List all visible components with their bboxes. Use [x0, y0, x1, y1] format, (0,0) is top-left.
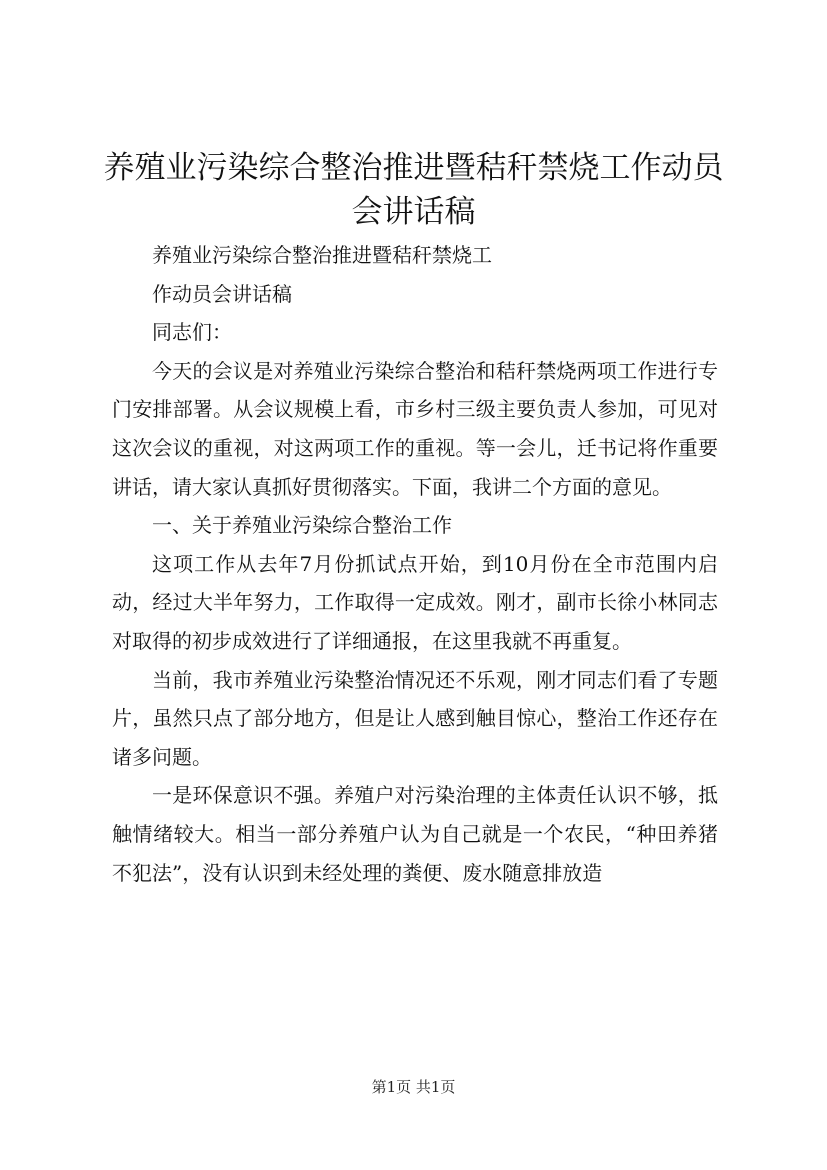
paragraph: 同志们： — [152, 320, 232, 345]
title-line-2: 会讲话稿 — [351, 194, 476, 230]
page-footer: 第1页 共1页 — [371, 1078, 456, 1096]
document-body — [112, 236, 718, 892]
paragraph: 当前，我市养殖业污染整治情况还不乐观，刚才同志们看了专题片，虽然只点了部分地方，但是让人感到触目惊心，整治工作还存在诸多问题。 — [112, 667, 718, 769]
paragraph: 一是环保意识不强。养殖户对污染治理的主体责任认识不够，抵触情绪较大。相当一部分养殖户认为自己就是一个农民，“种田养猪不犯法”，没有认识到未经处理的粪便、废水随意排放造 — [112, 783, 718, 885]
section-heading: 一、关于养殖业污染综合整治工作 — [152, 513, 452, 538]
paragraph: 作动员会讲话稿 — [152, 281, 292, 306]
paragraph: 这项工作从去年7月份抓试点开始，到10月份在全市范围内启动，经过大半年努力，工作取得一定成效。刚才，副市长徐小林同志对取得的初步成效进行了详细通报，在这里我就不再重复。 — [112, 551, 718, 653]
title-line-1: 养殖业污染综合整治推进暨秸秆禁烧工作动员 — [103, 150, 724, 186]
paragraph: 今天的会议是对养殖业污染综合整治和秸秆禁烧两项工作进行专门安排部署。从会议规模上看，市乡村三级主要负责人参加，可见对这次会议的重视，对这两项工作的重视。等一会儿，迁书记将作重要讲话，请大家认真抓好贯彻落实。下面，我讲二个方面的意见。 — [112, 358, 718, 499]
paragraph: 养殖业污染综合整治推进暨秸秆禁烧工 — [152, 243, 492, 267]
document-title — [100, 146, 727, 234]
